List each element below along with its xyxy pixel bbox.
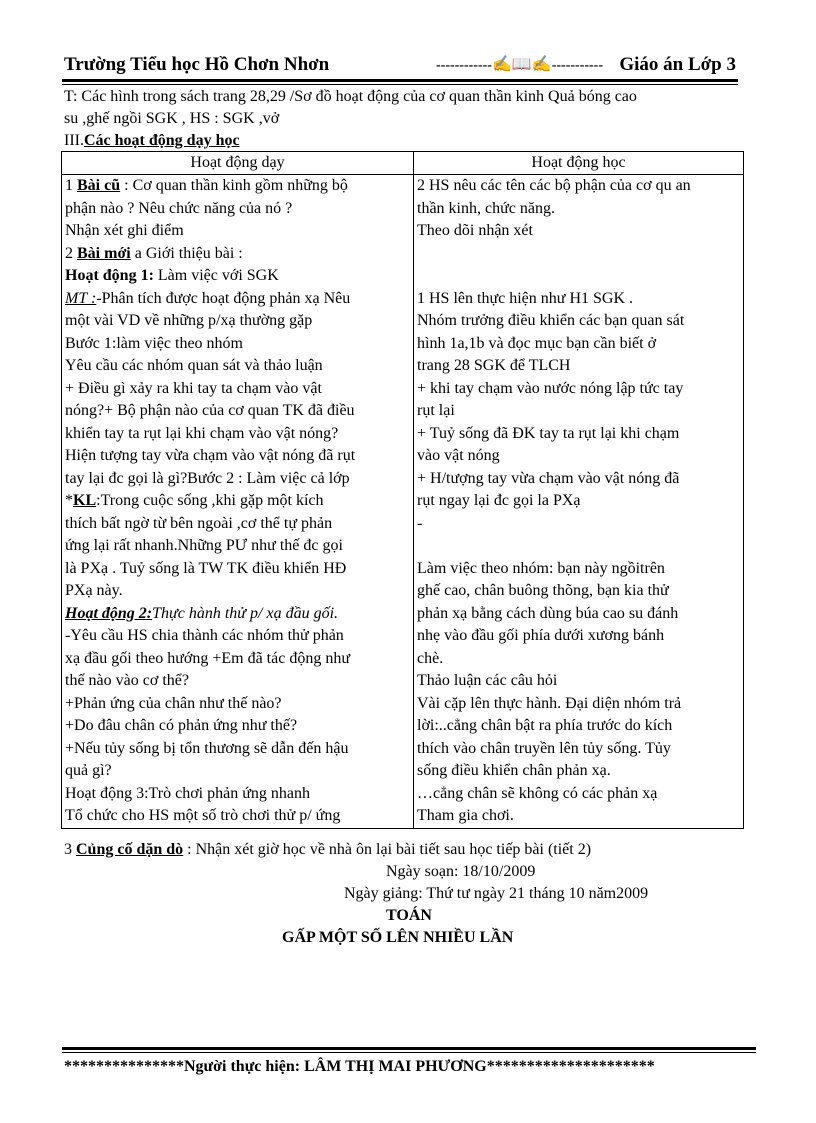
teacher-line: một vài VD về những p/xạ thường gặp bbox=[65, 312, 313, 329]
teacher-line: quả gì? bbox=[65, 762, 112, 779]
student-line bbox=[417, 243, 740, 266]
teacher-line: MT :-Phân tích được hoạt động phản xạ Nêu bbox=[65, 289, 351, 307]
student-line: - bbox=[417, 514, 423, 532]
materials-line-1: T: Các hình trong sách trang 28,29 /Sơ đồ hoạt động của cơ quan thần kinh Quả bóng cao bbox=[64, 88, 637, 105]
footer-author: ***************Người thực hiện: LÂM THỊ MAI PHƯƠNG********************* bbox=[64, 1058, 655, 1075]
student-line: trang 28 SGK để TLCH bbox=[417, 357, 571, 374]
student-line bbox=[417, 265, 740, 288]
student-line: 1 HS lên thực hiện như H1 SGK . bbox=[417, 289, 633, 307]
teacher-line: xạ đầu gối theo hướng +Em đã tác động như bbox=[65, 649, 350, 667]
teacher-line: +Do đâu chân có phản ứng như thế? bbox=[65, 717, 298, 734]
footer-rule bbox=[62, 1047, 756, 1050]
pen-book-icon: ✍📖✍ bbox=[491, 56, 552, 73]
teacher-line: ứng lại rất nhanh.Những PƯ như thế đc gọi bbox=[65, 537, 343, 554]
materials-line-2: su ,ghế ngồi SGK , HS : SGK ,vở bbox=[64, 110, 280, 127]
teacher-line: Yêu cầu các nhóm quan sát và thảo luận bbox=[65, 357, 323, 374]
student-line bbox=[417, 535, 740, 558]
teacher-line: *KL:Trong cuộc sống ,khi gặp một kích bbox=[65, 492, 324, 509]
section-heading: III.Các hoạt động dạy học bbox=[64, 132, 240, 149]
student-line: nhẹ vào đầu gối phía dưới xương bánh bbox=[417, 627, 665, 644]
subject-title: TOÁN bbox=[386, 907, 432, 924]
table-header-row bbox=[62, 152, 744, 175]
teacher-line: nóng?+ Bộ phận nào của cơ quan TK đã điều bbox=[65, 402, 355, 419]
table-row bbox=[62, 175, 744, 829]
student-line: + H/tượng tay vừa chạm vào vật nóng đã bbox=[417, 469, 680, 487]
teach-date: Ngày giảng: Thứ tư ngày 21 tháng 10 năm2009 bbox=[344, 885, 649, 902]
teacher-line: Nhận xét ghi điểm bbox=[65, 222, 184, 239]
teacher-line: Tổ chức cho HS một số trò chơi thử p/ ứng bbox=[65, 807, 341, 824]
teacher-line: +Phản ứng của chân như thế nào? bbox=[65, 694, 282, 712]
teacher-line: +Nếu tủy sống bị tổn thương sẽ dẫn đến hậu bbox=[65, 739, 349, 757]
teacher-activity-cell bbox=[62, 175, 414, 829]
teacher-line: 2 Bài mới a Giới thiệu bài : bbox=[65, 244, 243, 262]
student-line: chè. bbox=[417, 649, 444, 667]
student-line: Thảo luận các câu hỏi bbox=[417, 672, 558, 689]
student-line: Tham gia chơi. bbox=[417, 807, 514, 824]
student-line: thích vào chân truyền lên tủy sống. Tủy bbox=[417, 739, 671, 757]
teacher-line: là PXạ . Tuỷ sống là TW TK điều khiển HĐ bbox=[65, 559, 347, 577]
header-teacher-activity: Hoạt động dạy bbox=[62, 152, 414, 175]
teacher-line: Hiện tượng tay vừa chạm vào vật nóng đã rụt bbox=[65, 447, 356, 464]
prep-date: Ngày soạn: 18/10/2009 bbox=[386, 863, 536, 880]
teacher-line: thế nào vào cơ thể? bbox=[65, 672, 189, 689]
student-line: rụt ngay lại đc gọi la PXạ bbox=[417, 492, 581, 509]
teacher-line: Hoạt động 1: Làm việc với SGK bbox=[65, 267, 279, 284]
teacher-line: khiển tay ta rụt lại khi chạm vào vật nóng? bbox=[65, 424, 339, 442]
header-decoration: ------------✍📖✍----------- bbox=[436, 56, 604, 73]
materials-section bbox=[64, 86, 744, 152]
teacher-line: 1 Bài cũ : Cơ quan thần kinh gồm những bộ bbox=[65, 177, 348, 194]
consolidation-line: 3 Củng cố dặn dò : Nhận xét giờ học về nhà ôn lại bài tiết sau học tiếp bài (tiết 2) bbox=[64, 841, 592, 858]
closing-section bbox=[64, 839, 754, 949]
student-line: phản xạ bằng cách dùng búa cao su đánh bbox=[417, 604, 679, 622]
student-line: Làm việc theo nhóm: bạn này ngồitrên bbox=[417, 559, 665, 577]
lesson-table bbox=[61, 151, 744, 829]
student-line: lời:..cẳng chân bật ra phía trước do kích bbox=[417, 717, 673, 734]
student-line: ghế cao, chân buông thõng, bạn kia thử bbox=[417, 582, 669, 599]
teacher-line: -Yêu cầu HS chia thành các nhóm thử phản bbox=[65, 627, 344, 644]
student-line: Nhóm trưởng điều khiển các bạn quan sát bbox=[417, 312, 685, 329]
student-line: …cẳng chân sẽ không có các phản xạ bbox=[417, 784, 658, 802]
page-header bbox=[64, 52, 736, 78]
student-line: Vài cặp lên thực hành. Đại diện nhóm trả bbox=[417, 694, 682, 712]
grade-label: Giáo án Lớp 3 bbox=[619, 54, 736, 75]
student-line: rụt lại bbox=[417, 402, 455, 419]
student-line: hình 1a,1b và đọc mục bạn cần biết ở bbox=[417, 334, 657, 352]
student-line: sống điều khiển chân phản xạ. bbox=[417, 762, 611, 779]
teacher-line: phận nào ? Nêu chức năng của nó ? bbox=[65, 199, 293, 217]
lesson-title: GẤP MỘT SỐ LÊN NHIỀU LẦN bbox=[282, 929, 514, 946]
student-line: + khi tay chạm vào nước nóng lập tức tay bbox=[417, 379, 684, 397]
teacher-line: + Điều gì xảy ra khi tay ta chạm vào vật bbox=[65, 379, 322, 397]
header-rule-thin bbox=[62, 84, 738, 85]
teacher-line: Hoạt động 2:Thực hành thử p/ xạ đầu gối. bbox=[65, 604, 339, 622]
school-name: Trường Tiểu học Hồ Chơn Nhơn bbox=[64, 54, 330, 75]
header-rule bbox=[62, 79, 738, 82]
teacher-line: thích bất ngờ từ bên ngoài ,cơ thể tự phản bbox=[65, 514, 333, 532]
student-line: Theo dõi nhận xét bbox=[417, 222, 533, 239]
header-student-activity: Hoạt động học bbox=[414, 152, 744, 175]
student-line: vào vật nóng bbox=[417, 447, 500, 464]
footer-rule-thin bbox=[62, 1052, 756, 1053]
student-activity-cell bbox=[414, 175, 744, 829]
student-line: 2 HS nêu các tên các bộ phận của cơ qu an bbox=[417, 177, 691, 194]
student-line: + Tuỷ sống đã ĐK tay ta rụt lại khi chạm bbox=[417, 424, 680, 442]
teacher-line: tay lại đc gọi là gì?Bước 2 : Làm việc cả lớp bbox=[65, 469, 350, 487]
teacher-line: Hoạt động 3:Trò chơi phản ứng nhanh bbox=[65, 784, 310, 802]
student-line: thần kinh, chức năng. bbox=[417, 199, 555, 217]
teacher-line: Bước 1:làm việc theo nhóm bbox=[65, 334, 243, 352]
teacher-line: PXạ này. bbox=[65, 582, 123, 599]
